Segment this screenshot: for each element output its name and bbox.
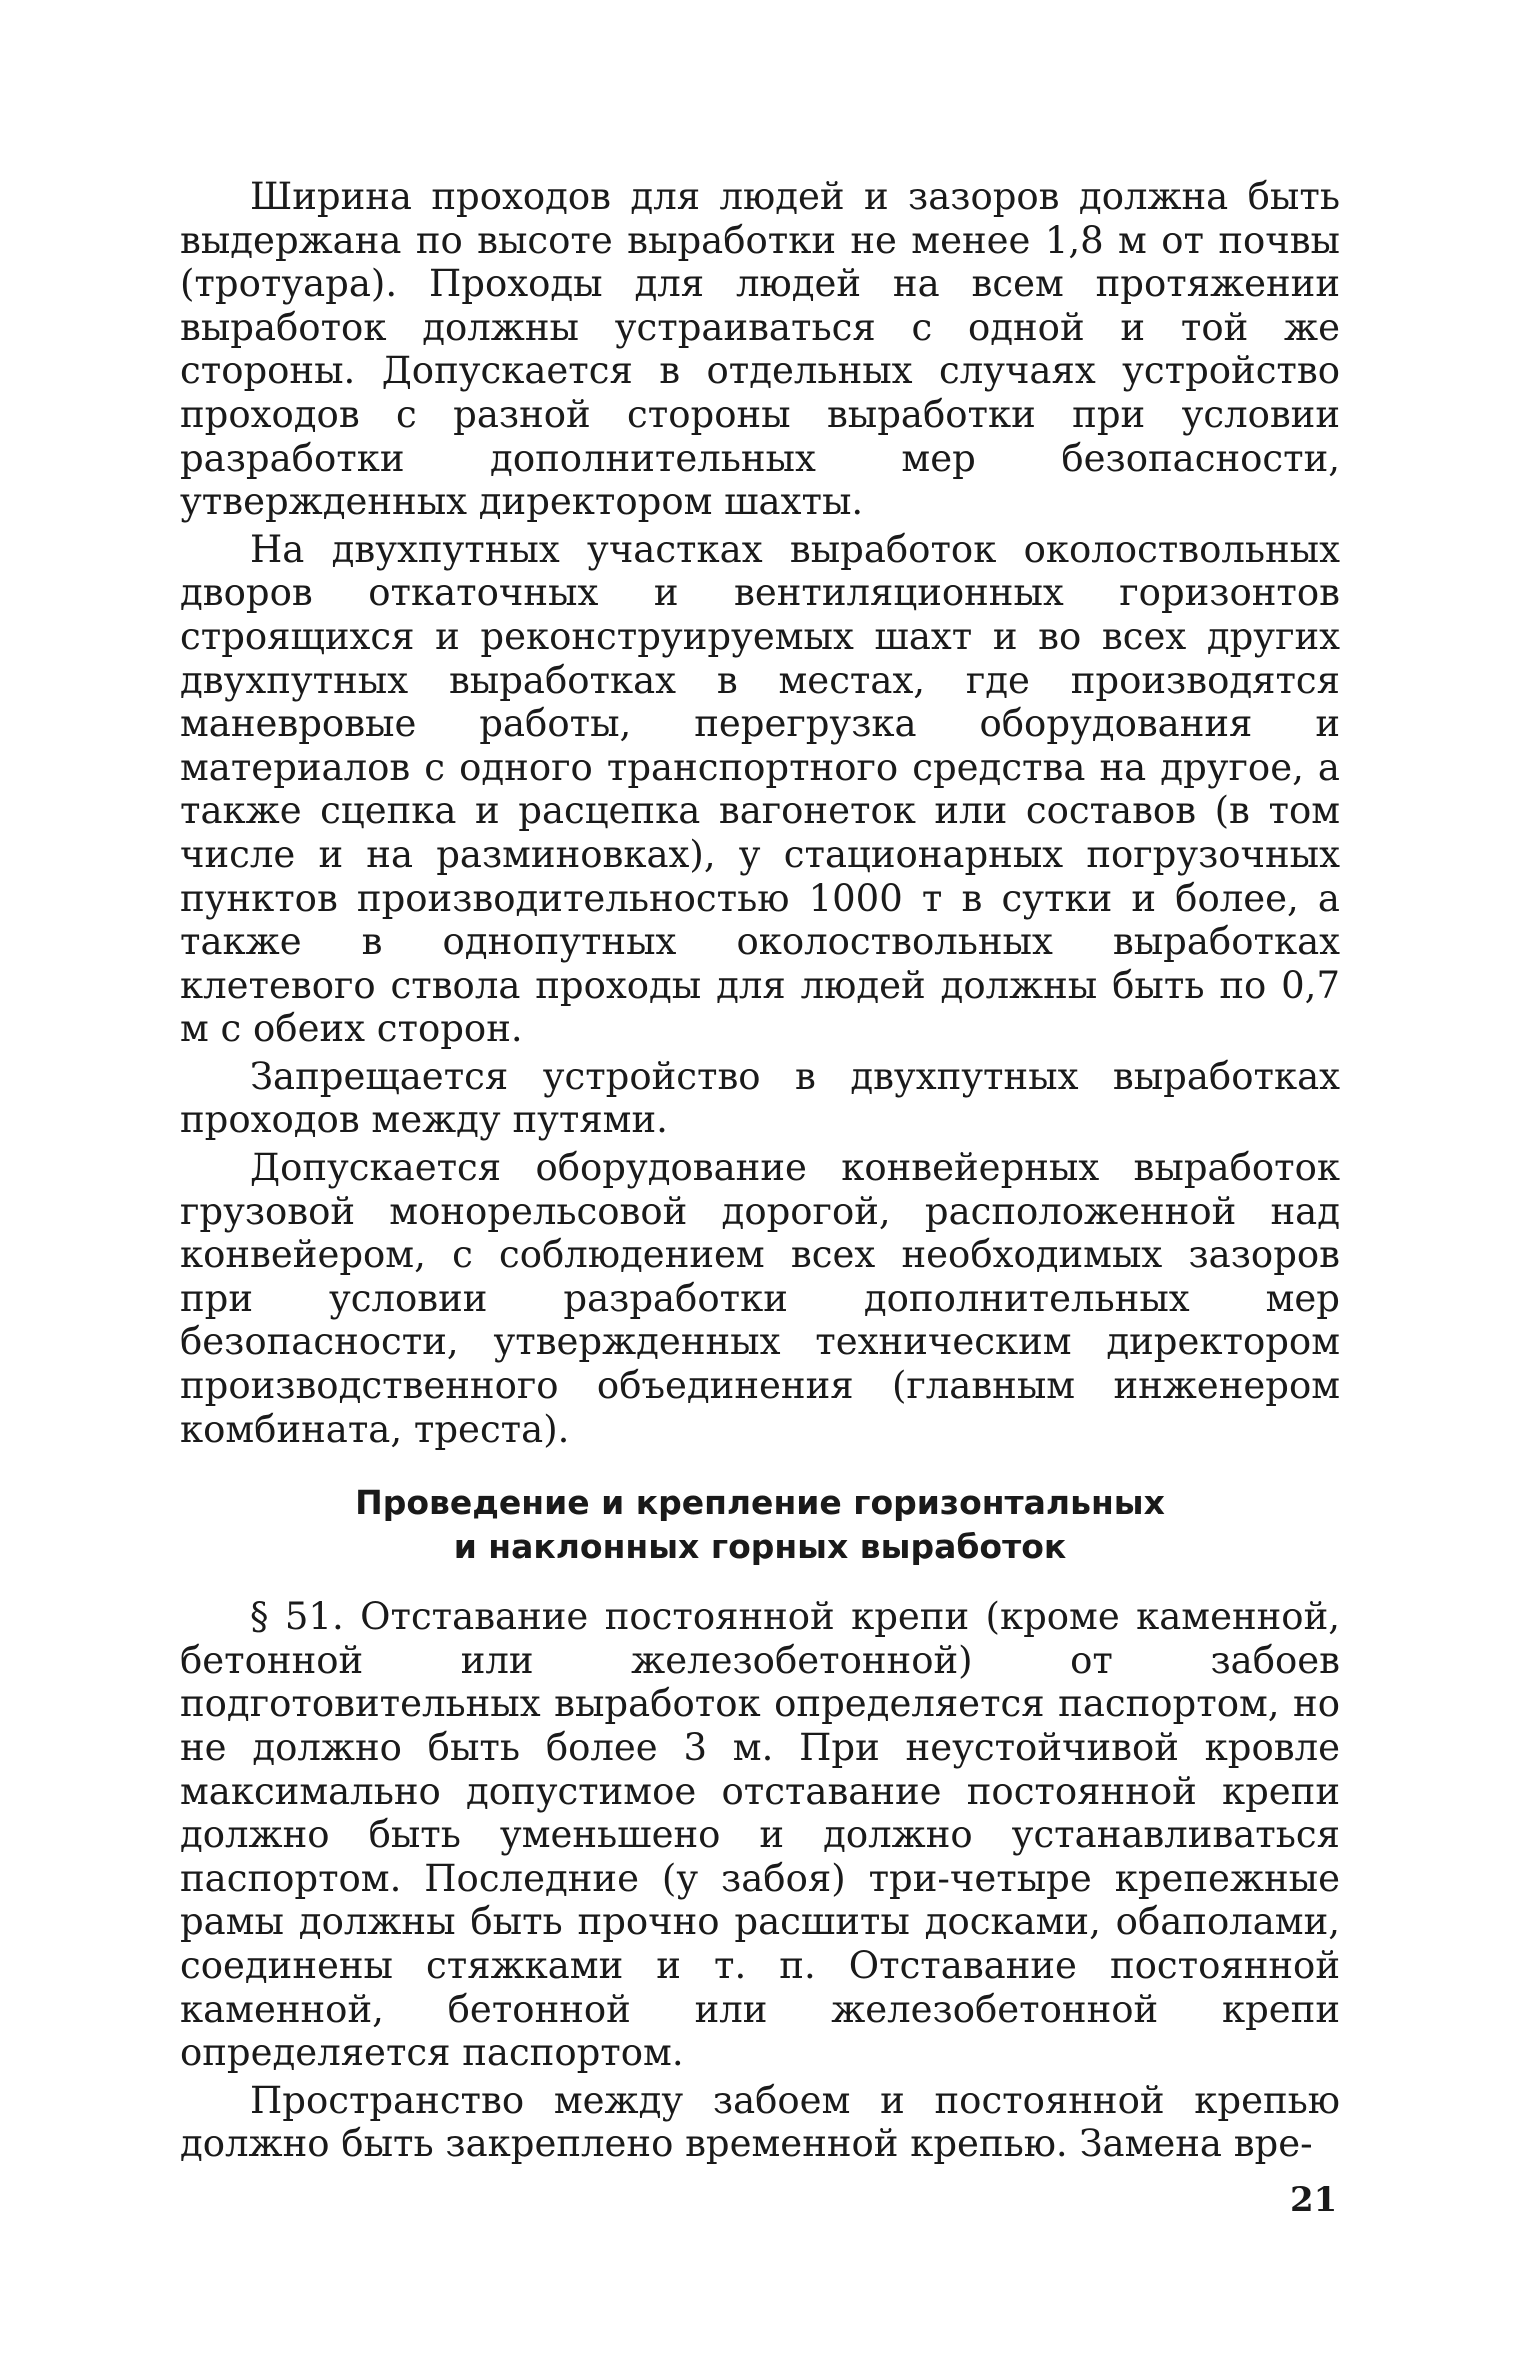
section-heading-line-2: и наклонных горных выработок xyxy=(453,1527,1067,1567)
paragraph-prohibition: Запрещается устройство в двухпутных выработках проходов между путями. xyxy=(180,1054,1340,1142)
page-body xyxy=(180,175,1340,2166)
page-number: 21 xyxy=(1290,2180,1338,2220)
paragraph-passage-width: Ширина проходов для людей и зазоров должна быть выдержана по высоте выработки не менее 1,8 м от почвы (тротуара). Проходы для людей на всем протяжении выработок должны устраиваться с одной и той же стороны. Допускается в отдельных случаях устройство проходов с разной стороны выработки при условии разработки дополнительных мер безопасности, утвержденных директором шахты. xyxy=(180,175,1340,524)
section-heading xyxy=(180,1481,1340,1569)
section-heading-line-1: Проведение и крепление горизонтальных xyxy=(355,1483,1165,1523)
paragraph-section-51: § 51. Отставание постоянной крепи (кроме каменной, бетонной или железобетонной) от забоев подготовительных выработок определяется паспортом, но не должно быть более 3 м. При неустойчивой кровле максимально допустимое отставание постоянной крепи должно быть уменьшено и должно устанавливаться паспортом. Последние (у забоя) три-четыре крепежные рамы должны быть прочно расшиты досками, обаполами, соединены стяжками и т. п. Отставание постоянной каменной, бетонной или железобетонной крепи определяется паспортом. xyxy=(180,1595,1340,2075)
paragraph-double-track-sections: На двухпутных участках выработок околоствольных дворов откаточных и вентиляционных горизонтов строящихся и реконструируемых шахт и во всех других двухпутных выработках в местах, где производятся маневровые работы, перегрузка оборудования и материалов с одного транспортного средства на другое, а также сцепка и расцепка вагонеток или составов (в том числе и на разминовках), у стационарных погрузочных пунктов производительностью 1000 т в сутки и более, а также в однопутных околоствольных выработках клетевого ствола проходы для людей должны быть по 0,7 м с обеих сторон. xyxy=(180,527,1340,1051)
paragraph-monorail: Допускается оборудование конвейерных выработок грузовой монорельсовой дорогой, расположенной над конвейером, с соблюдением всех необходимых зазоров при условии разработки дополнительных мер безопасности, утвержденных техническим директором производственного объединения (главным инженером комбината, треста). xyxy=(180,1146,1340,1451)
paragraph-temporary-support: Пространство между забоем и постоянной крепью должно быть закреплено временной крепью. Замена вре- xyxy=(180,2078,1340,2166)
